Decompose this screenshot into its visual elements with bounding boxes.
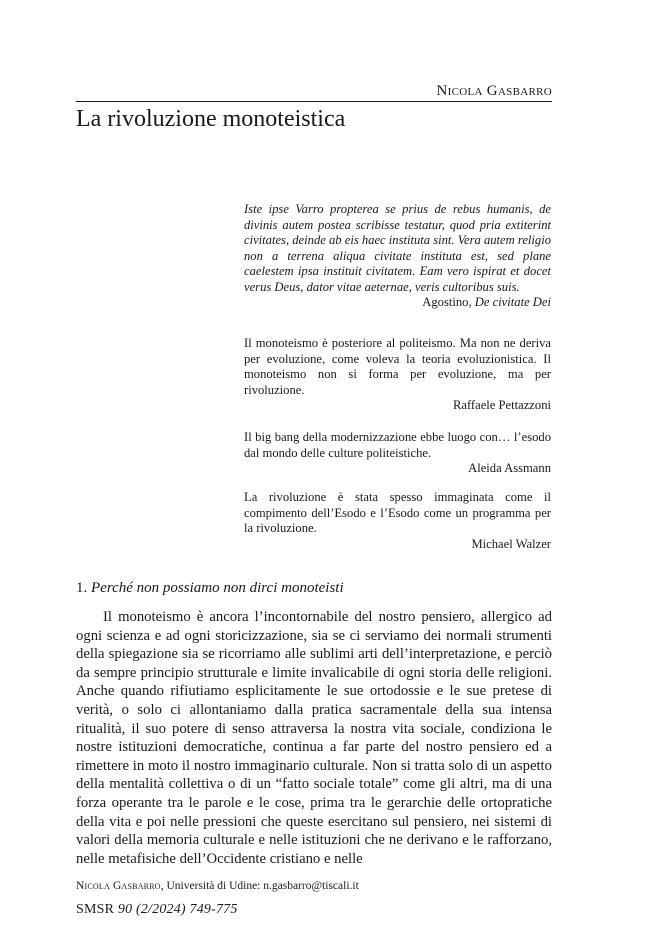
epigraph-text: La rivoluzione è stata spesso immaginata come il compimento dell’Esodo e l’Esodo come un programma per la rivoluzione. xyxy=(244,490,551,535)
epigraph-author: Agostino, xyxy=(422,295,472,309)
epigraph-work: De civitate Dei xyxy=(474,295,551,309)
affiliation-text: , Università di Udine: n.gasbarro@tiscali.it xyxy=(160,880,359,892)
epigraph-text: Iste ipse Varro propterea se prius de rebus humanis, de divinis autem postea scribisse testatur, quod pria extiterint civitates, deinde ab eis haec instituta sint. Vera autem religio non a terrena aliqua civitate instituta est, sed plane caelestem ipsa instituit civitatem. Eam vero ispirat et docet verus Deus, dator vitae aeternae, veris cultoribus suis. xyxy=(244,202,551,294)
section-number: 1. xyxy=(76,580,88,596)
epigraph-assmann xyxy=(244,430,551,477)
epigraph-walzer xyxy=(244,490,551,552)
epigraph-augustine xyxy=(244,202,551,311)
epigraph-author: Raffaele Pettazzoni xyxy=(452,398,551,412)
epigraph-pettazzoni xyxy=(244,336,551,414)
journal-name: SMSR xyxy=(76,902,115,917)
journal-reference xyxy=(76,901,238,918)
article-title: La rivoluzione monoteistica xyxy=(76,106,346,132)
epigraph-author: Michael Walzer xyxy=(471,536,551,551)
running-head-author: Nicola Gasbarro xyxy=(436,83,552,99)
author-affiliation xyxy=(76,879,359,893)
body-paragraph: Il monoteismo è ancora l’incontornabile del nostro pensiero, allergico ad ogni scienza e ad ogni storicizzazione, sia se ci serviamo dei normali strumenti della spiegazione sia se ricorriamo alle sublimi arti dell’interpretazione, e perciò da sempre principio strutturale e limite invalicabile di ogni storia delle religioni. Anche quando rifiutiamo esplicitamente le sue ortodossie e le sue pretese di verità, o solo ci allontaniamo dalla pratica sacramentale della sua intensa ritualità, il suo potere di senso attraversa la nostra vita sociale, condiziona le nostre istituzioni democratiche, continua a far parte del nostro pensiero ed a rimettere in moto il nostro immaginario culturale. Non si tratta solo di un aspetto della mentalità collettiva o di un “fatto sociale totale” come gli altri, ma di una forza operante tra le parole e le cose, prima tra le gerarchie delle ortopratiche della vita e poi nelle pressioni che queste esercitano sul pensiero, nei sistemi di valori della memoria culturale e nelle istituzioni che ne derivano e le rafforzano, nelle metafisiche dell’Occidente cristiano e nelle xyxy=(76,609,552,867)
section-title: Perché non possiamo non dirci monoteisti xyxy=(91,580,344,596)
header-rule xyxy=(76,101,552,102)
epigraph-attribution xyxy=(244,295,551,311)
affiliation-author-name: Nicola Gasbarro xyxy=(76,880,161,892)
epigraph-text: Il big bang della modernizzazione ebbe luogo con… l’esodo dal mondo delle culture politeistiche. xyxy=(244,430,551,460)
epigraph-text: Il monoteismo è posteriore al politeismo. Ma non ne deriva per evoluzione, come voleva la teoria evoluzionistica. Il monoteismo non si forma per evoluzione, ma per rivoluzione. xyxy=(244,336,551,397)
epigraph-author: Aleida Assmann xyxy=(468,461,551,475)
journal-issue: 90 (2/2024) 749-775 xyxy=(117,902,238,917)
section-heading xyxy=(76,579,344,597)
